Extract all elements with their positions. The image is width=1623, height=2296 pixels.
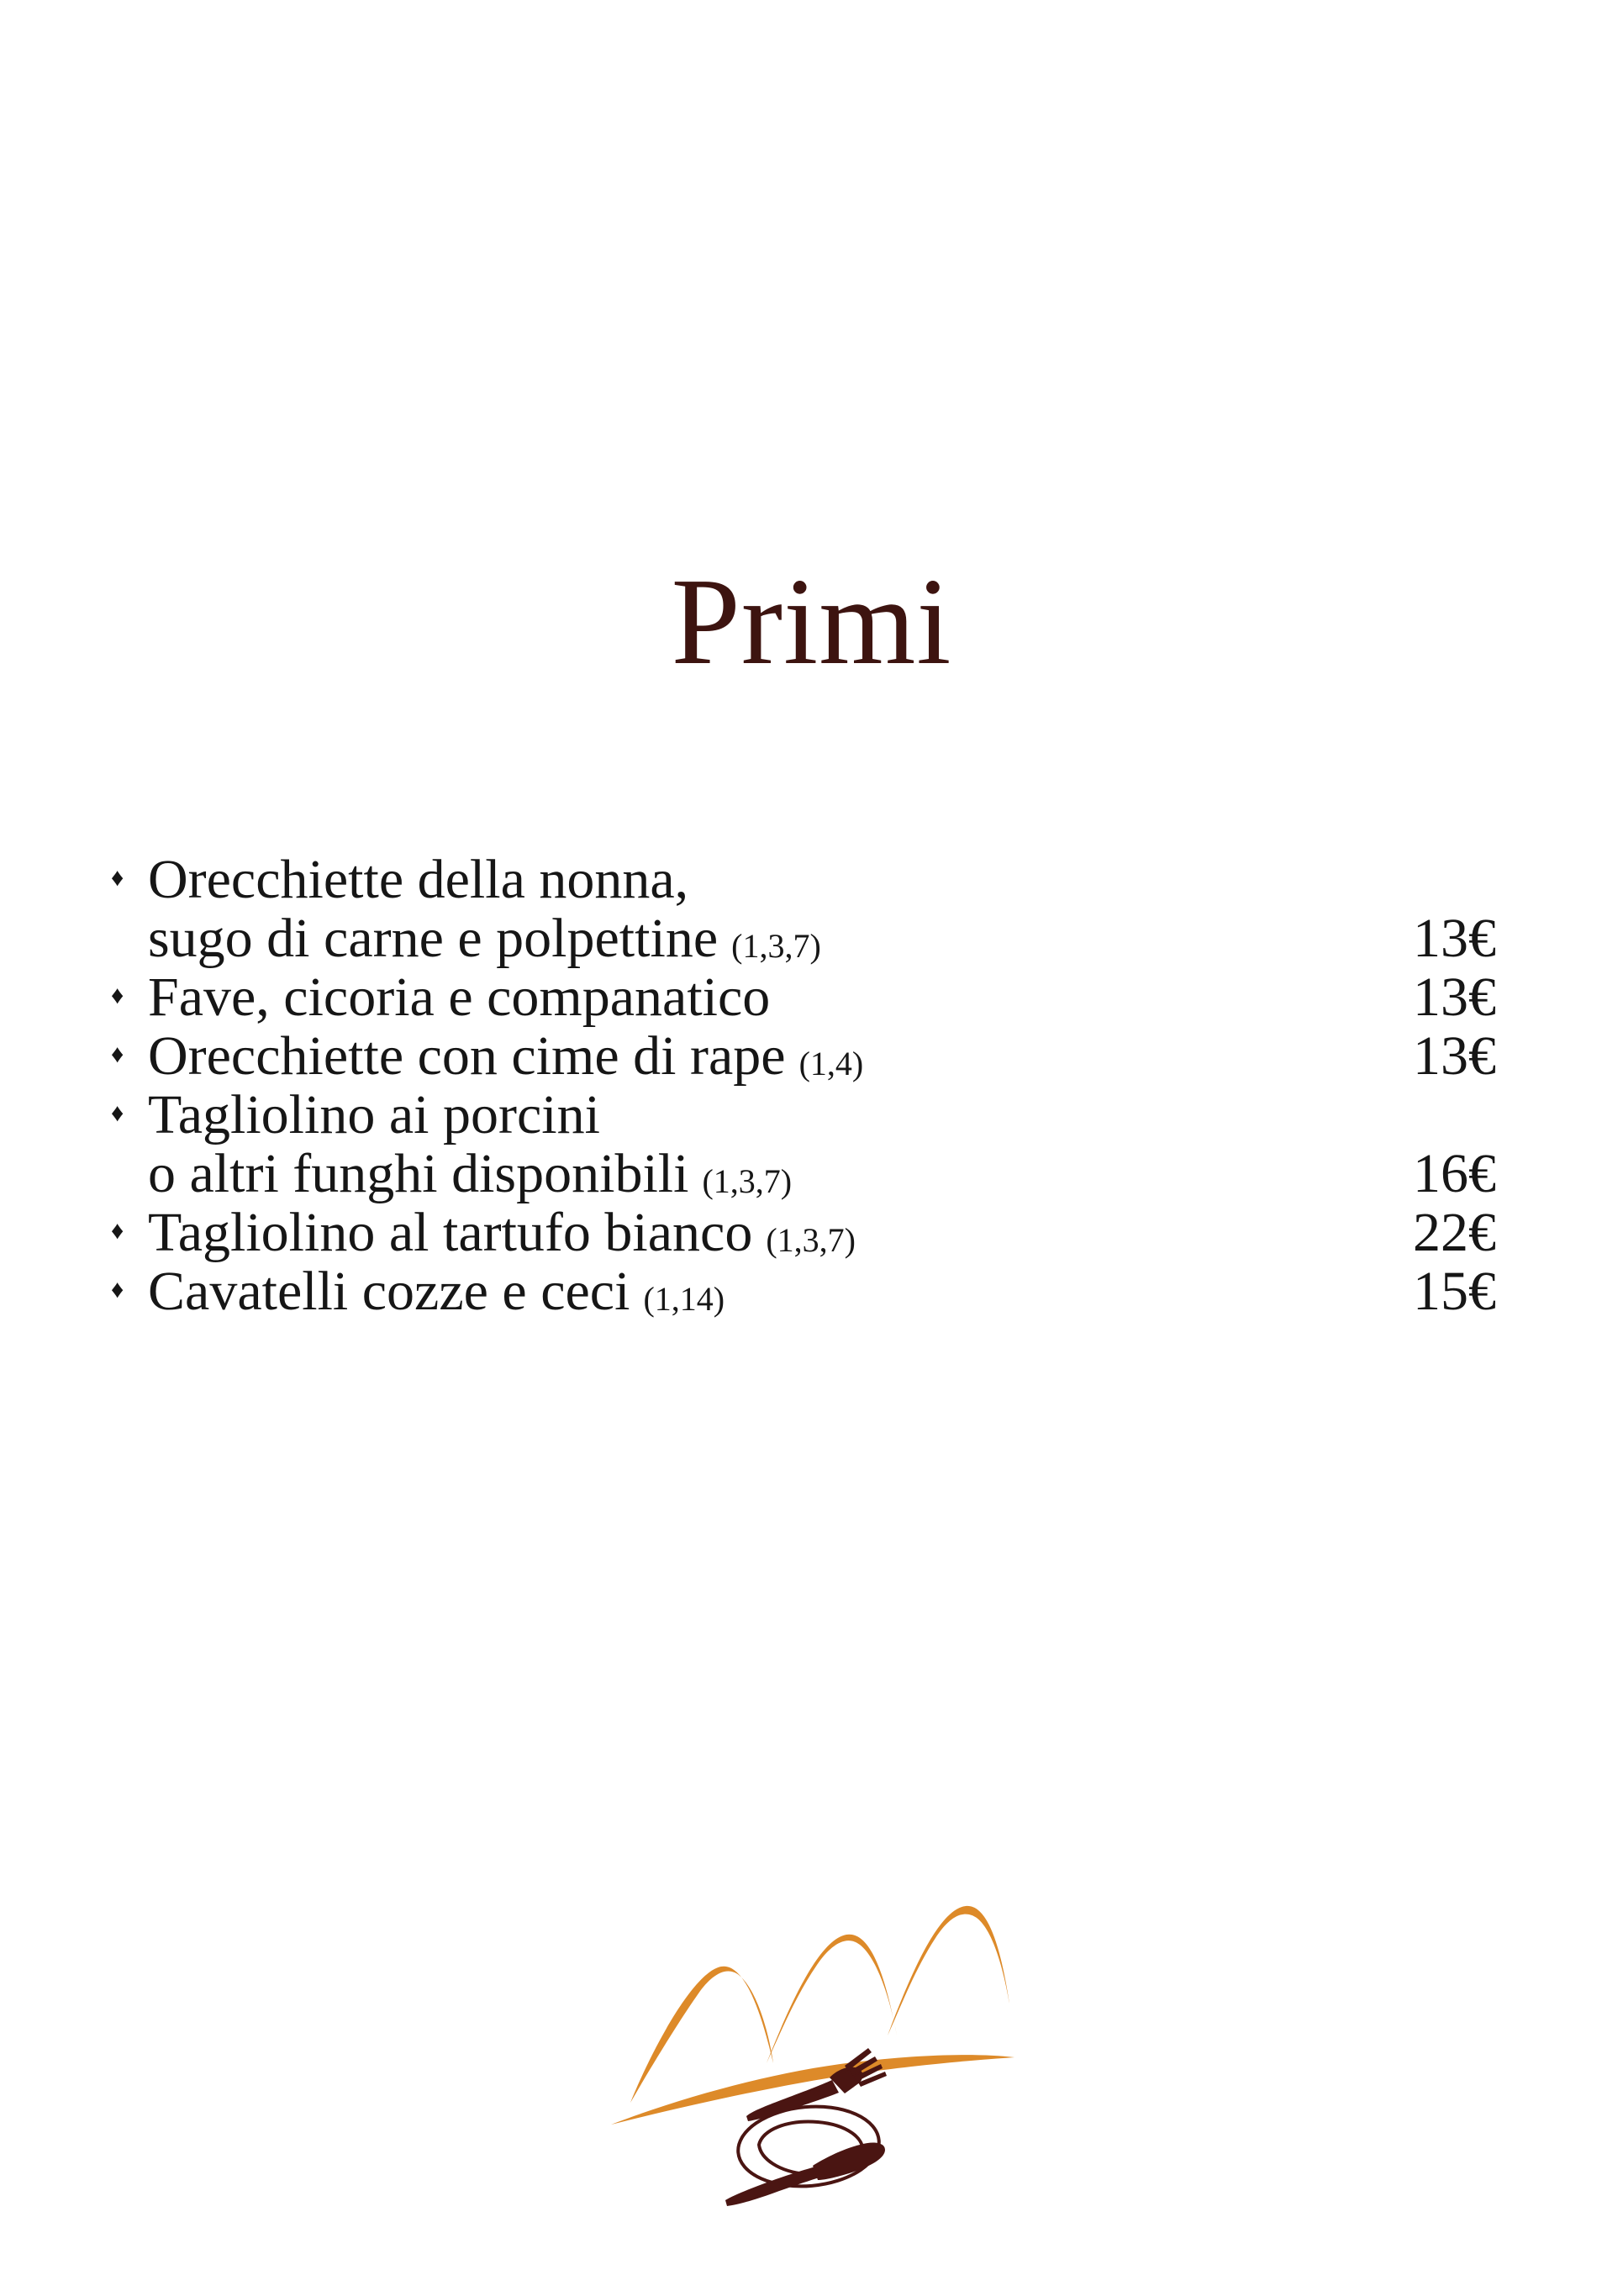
dish-name: sugo di carne e polpettine — [148, 908, 719, 969]
bullet-icon: ♦ — [111, 1217, 124, 1245]
menu-row-left — [111, 909, 821, 975]
bullet-icon: ♦ — [111, 1276, 124, 1303]
hill-peak-middle-icon — [767, 1935, 897, 2063]
hill-peak-right-icon — [888, 1906, 1009, 2035]
menu-row — [111, 1203, 1496, 1262]
menu-list — [111, 850, 1496, 1321]
dish-name: Orecchiette con cime di rape — [148, 1025, 786, 1087]
dish-price: 22€ — [1413, 1202, 1496, 1263]
dish-price: 13€ — [1413, 966, 1496, 1028]
bullet-icon: ♦ — [111, 864, 124, 892]
menu-row — [111, 1027, 1496, 1086]
menu-row — [111, 1145, 1496, 1203]
menu-row-left — [111, 1145, 792, 1210]
dish-price: 15€ — [1413, 1261, 1496, 1322]
menu-row-left — [111, 1262, 725, 1331]
allergen-codes: (1,3,7) — [766, 1221, 856, 1259]
menu-row — [111, 1086, 1496, 1145]
dish-price: 13€ — [1413, 908, 1496, 969]
bullet-icon: ♦ — [111, 1040, 124, 1068]
knife-icon — [725, 2143, 885, 2206]
dish-name: Orecchiette della nonna, — [148, 849, 689, 910]
allergen-codes: (1,3,7) — [702, 1162, 793, 1200]
menu-row — [111, 909, 1496, 968]
restaurant-logo — [601, 1891, 1021, 2227]
menu-row — [111, 968, 1496, 1027]
menu-row — [111, 1262, 1496, 1321]
dish-price: 16€ — [1413, 1143, 1496, 1204]
bullet-icon: ♦ — [111, 982, 124, 1009]
menu-row — [111, 850, 1496, 909]
dish-price: 13€ — [1413, 1025, 1496, 1087]
allergen-codes: (1,3,7) — [731, 927, 821, 965]
bullet-icon: ♦ — [111, 1099, 124, 1127]
dish-name: Tagliolino ai porcini — [148, 1084, 600, 1145]
dish-name: Fave, cicoria e companatico — [148, 966, 771, 1028]
dish-name: Cavatelli cozze e ceci — [148, 1261, 630, 1322]
allergen-codes: (1,14) — [643, 1280, 725, 1318]
allergen-codes: (1,4) — [798, 1045, 864, 1082]
page-title: Primi — [671, 553, 952, 691]
dish-name: o altri funghi disponibili — [148, 1143, 689, 1204]
dish-name: Tagliolino al tartufo bianco — [148, 1202, 753, 1263]
